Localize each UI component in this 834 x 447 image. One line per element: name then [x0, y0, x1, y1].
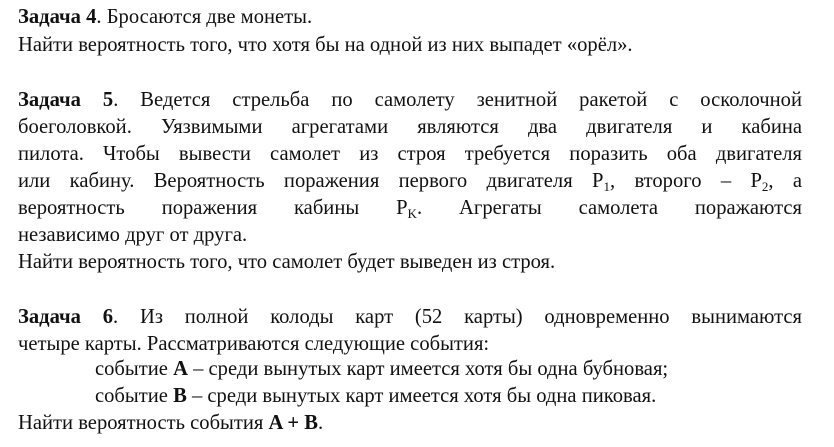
task6-question-end: . — [318, 412, 324, 434]
task5-line4-text: или кабину. Вероятность поражения первого двигателя P — [18, 170, 604, 192]
event-b-letter: B — [173, 385, 187, 407]
task5-line4-text-2: , второго – P — [609, 170, 762, 192]
task6-line2: четыре карты. Рассматриваются следующие события: — [18, 333, 490, 355]
event-b-description: – среди вынутых карт имеется хотя бы одна пиковая. — [186, 385, 657, 407]
task5-line3: пилота. Чтобы вывести самолет из строя требуется поразить оба двигателя — [18, 143, 802, 165]
task4-line1 — [18, 4, 312, 30]
task6-question-text: Найти вероятность события — [18, 412, 269, 434]
event-a-prefix: событие — [95, 358, 174, 380]
task5-line6: независимо друг от друга. — [18, 224, 248, 246]
task6-event-b — [95, 383, 656, 409]
task6-statement: . Из полной колоды карт (52 карты) одновременно вынимаются — [113, 306, 802, 328]
task5-line2: боеголовкой. Уязвимыми агрегатами являются два двигателя и кабина — [18, 116, 802, 138]
task5-statement-start: . Ведется стрельба по самолету зенитной ракетой с осколочной — [113, 89, 802, 111]
task6-title: Задача 6 — [18, 306, 114, 328]
task5-line5-text: вероятность поражения кабины P — [18, 197, 408, 219]
task5-p1-subscript: 1 — [603, 179, 610, 194]
task4-title: Задача 4 — [18, 6, 97, 28]
event-b-prefix: событие — [95, 385, 174, 407]
task4-statement: . Бросаются две монеты. — [96, 6, 313, 28]
task5-p2-subscript: 2 — [761, 179, 769, 194]
task5-question: Найти вероятность того, что самолет будет выведен из строя. — [18, 251, 556, 273]
task5-line5-text-2: . Агрегаты самолета поражаются — [416, 197, 802, 219]
task6-line1 — [18, 304, 802, 330]
event-a-letter: A — [173, 358, 188, 380]
task5-line4 — [18, 168, 802, 194]
task5-pk-subscript: K — [407, 206, 417, 221]
task6-event-a — [95, 356, 668, 382]
task6-question — [18, 410, 323, 436]
event-a-description: – среди вынутых карт имеется хотя бы одна бубновая; — [187, 358, 669, 380]
task5-line4-text-3: , а — [768, 170, 803, 192]
task5-line1 — [18, 87, 802, 113]
task5-line5 — [18, 195, 802, 221]
task6-question-expr: A + B — [268, 412, 319, 434]
task5-title: Задача 5 — [18, 89, 114, 111]
task4-question: Найти вероятность того, что хотя бы на одной из них выпадет «орёл». — [18, 34, 633, 56]
